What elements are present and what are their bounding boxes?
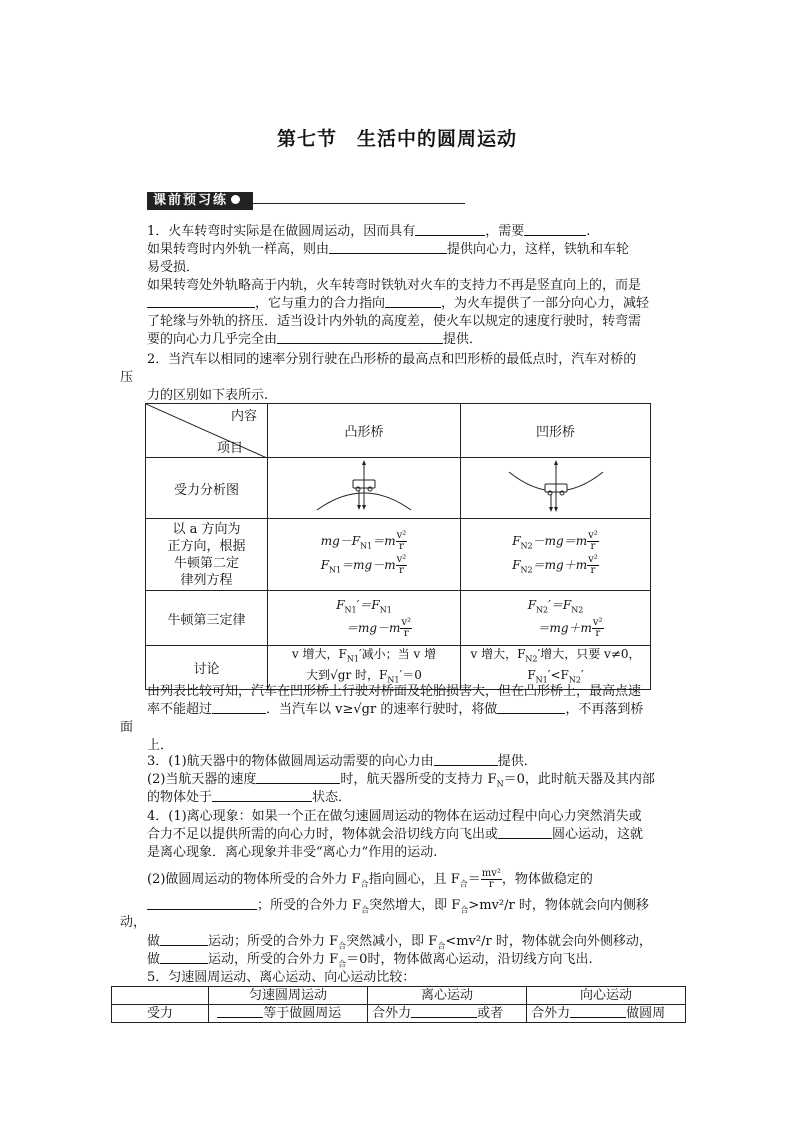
q1-line2: 如果转弯时内外轨一样高，则由 提供向心力，这样，铁轨和车轮 bbox=[147, 242, 630, 257]
q1-line6: 了轮缘与外轨的挤压．适当设计内外轨的高度差，使火车以规定的速度行驶时，转弯需 bbox=[147, 314, 642, 329]
bridge-comparison-table bbox=[145, 403, 651, 690]
q2-line1: 2．当汽车以相同的速率分别行驶在凸形桥的最高点和凹形桥的最低点时，汽车对桥的 bbox=[147, 352, 637, 367]
blank[interactable] bbox=[524, 223, 586, 236]
bullet-icon bbox=[231, 195, 240, 204]
concave-newton3: $F_{N2}'=F_{N2}$ ＝mg＋m $\frac{\text{v²}}{r}$ bbox=[461, 591, 651, 646]
q1-line3: 易受损． bbox=[147, 260, 200, 275]
blank[interactable] bbox=[385, 295, 441, 308]
after-line2: 率不能超过 ．当汽车以 v≥√gr 的速率行驶时，将做 ，不再落到桥 bbox=[147, 702, 644, 717]
q3-line1: 3．(1)航天器中的物体做圆周运动需要的向心力由 提供． bbox=[147, 754, 537, 769]
after-line4: 上． bbox=[147, 738, 174, 753]
t2-centrifugal-force: 合外力 或者 bbox=[368, 1005, 527, 1023]
convex-equations: $mg-F_{N1}=m$ $\frac{\text{v²}}{r}$ $F_{N1}=mg-m$ $\frac{\text{v²}}{r}$ bbox=[268, 519, 461, 591]
q4-line6: 动， bbox=[120, 915, 147, 930]
convex-bridge-diagram bbox=[309, 458, 419, 514]
t2-header-centripetal: 向心运动 bbox=[527, 987, 686, 1005]
q1-line7: 要的向心力几乎完全由 提供． bbox=[147, 332, 483, 347]
convex-discussion: v 增大，$F_{N1}'$减小；当 v 增 大到√gr 时，$F_{N1}'=0$ bbox=[268, 646, 461, 690]
blank[interactable] bbox=[212, 789, 312, 802]
blank[interactable] bbox=[160, 951, 208, 964]
q2-line2b: 力的区别如下表所示. bbox=[147, 388, 269, 403]
blank[interactable] bbox=[277, 331, 443, 344]
t2-header-uniform: 匀速圆周运动 bbox=[209, 987, 368, 1005]
q4-line2: 合力不足以提供所需的向心力时，物体就会沿切线方向飞出或 圆心运动，这就 bbox=[147, 827, 644, 842]
row-force-diagram: 受力分析图 bbox=[146, 458, 268, 519]
after-line1: 由列表比较可知，汽车在凹形桥上行驶对桥面及轮胎损害大，但在凸形桥上，最高点速 bbox=[147, 684, 642, 699]
section-tag bbox=[147, 192, 253, 210]
section-tag-label: 课前预习练 bbox=[153, 193, 229, 208]
t2-row-force: 受力 bbox=[112, 1005, 209, 1023]
page-title: 第七节 生活中的圆周运动 bbox=[276, 128, 517, 150]
row-discussion: 讨论 bbox=[146, 646, 268, 690]
t2-centripetal-force: 合外力 做圆周 bbox=[527, 1005, 686, 1023]
concave-diagram-cell bbox=[461, 458, 651, 519]
section-divider bbox=[253, 203, 465, 204]
q4-line5: ；所受的合外力 $F_合$突然增大，即 $F_合>mv^2/r$ 时，物体就会向内侧移 bbox=[147, 897, 649, 919]
t2-uniform-force: 等于做圆周运 bbox=[209, 1005, 368, 1023]
q1-line1: 1．火车转弯时实际是在做圆周运动，因而具有 ，需要 . bbox=[147, 224, 591, 239]
q3-line2: (2)当航天器的速度 时，航天器所受的支持力 $F_N=0$，此时航天器及其内部 bbox=[147, 772, 655, 789]
blank[interactable] bbox=[570, 1005, 626, 1018]
blank[interactable] bbox=[498, 826, 552, 839]
blank[interactable] bbox=[415, 223, 485, 236]
q4-line8: 做 运动，所受的合外力 $F_合=0$时，物体做离心运动，沿切线方向飞出. bbox=[147, 952, 593, 969]
blank[interactable] bbox=[497, 701, 565, 714]
blank[interactable] bbox=[434, 753, 498, 766]
blank[interactable] bbox=[217, 1005, 263, 1018]
header-content: 内容 bbox=[230, 409, 257, 424]
row-newton2: 以 a 方向为 正方向，根据 牛顿第二定 律列方程 bbox=[146, 519, 268, 591]
row-newton3: 牛顿第三定律 bbox=[146, 591, 268, 646]
blank[interactable] bbox=[411, 1005, 477, 1018]
concave-discussion: v 增大，$F_{N2}'$增大，只要 v≠0， $F_{N1}'<F_{N2}'$ bbox=[461, 646, 651, 690]
after-line3: 面 bbox=[120, 720, 134, 735]
motion-comparison-table bbox=[111, 986, 686, 1023]
blank[interactable] bbox=[256, 771, 340, 784]
q1-line5: ，它与重力的合力指向 ，为火车提供了一部分向心力，减轻 bbox=[147, 295, 649, 312]
q4-line7: 做 运动；所受的合外力 $F_合$突然减小，即 $F_合<mv^2/r$ 时，物体就会向外侧移动， bbox=[147, 934, 652, 951]
t2-header-blank bbox=[112, 987, 209, 1005]
q4-line3: 是离心现象．离心现象并非受“离心力”作用的运动. bbox=[147, 845, 438, 860]
q2-line2a: 压 bbox=[120, 370, 134, 385]
blank[interactable] bbox=[212, 701, 266, 714]
convex-diagram-cell bbox=[268, 458, 461, 519]
concave-equations: $F_{N2}-mg=m$ $\frac{\text{v²}}{r}$ $F_{N2}=mg+m$ $\frac{\text{v²}}{r}$ bbox=[461, 519, 651, 591]
header-item: 项目 bbox=[216, 441, 243, 456]
q1-line4: 如果转弯处外轨略高于内轨，火车转弯时铁轨对火车的支持力不再是竖直向上的，而是 bbox=[147, 278, 642, 293]
q5-line1: 5．匀速圆周运动、离心运动、向心运动比较： bbox=[147, 970, 416, 985]
q4-line4: (2)做圆周运动的物体所受的合外力 $F_合$指向圆心，且 $F_合=$ $\frac{\text{mv²}}{r}$ ，物体做稳定的 bbox=[147, 868, 593, 890]
header-diagonal-cell bbox=[146, 404, 268, 458]
blank[interactable] bbox=[329, 241, 447, 254]
blank[interactable] bbox=[147, 897, 257, 910]
t2-header-centrifugal: 离心运动 bbox=[368, 987, 527, 1005]
blank[interactable] bbox=[160, 933, 208, 946]
col-convex: 凸形桥 bbox=[268, 404, 461, 458]
blank[interactable] bbox=[147, 295, 255, 308]
col-concave: 凹形桥 bbox=[461, 404, 651, 458]
q3-line3: 的物体处于 状态． bbox=[147, 790, 352, 805]
q4-line1: 4．(1)离心现象：如果一个正在做匀速圆周运动的物体在运动过程中向心力突然消失或 bbox=[147, 809, 642, 824]
concave-bridge-diagram bbox=[501, 458, 611, 514]
convex-newton3: $F_{N1}'=F_{N1}$ ＝mg－m $\frac{\text{v²}}{r}$ bbox=[268, 591, 461, 646]
